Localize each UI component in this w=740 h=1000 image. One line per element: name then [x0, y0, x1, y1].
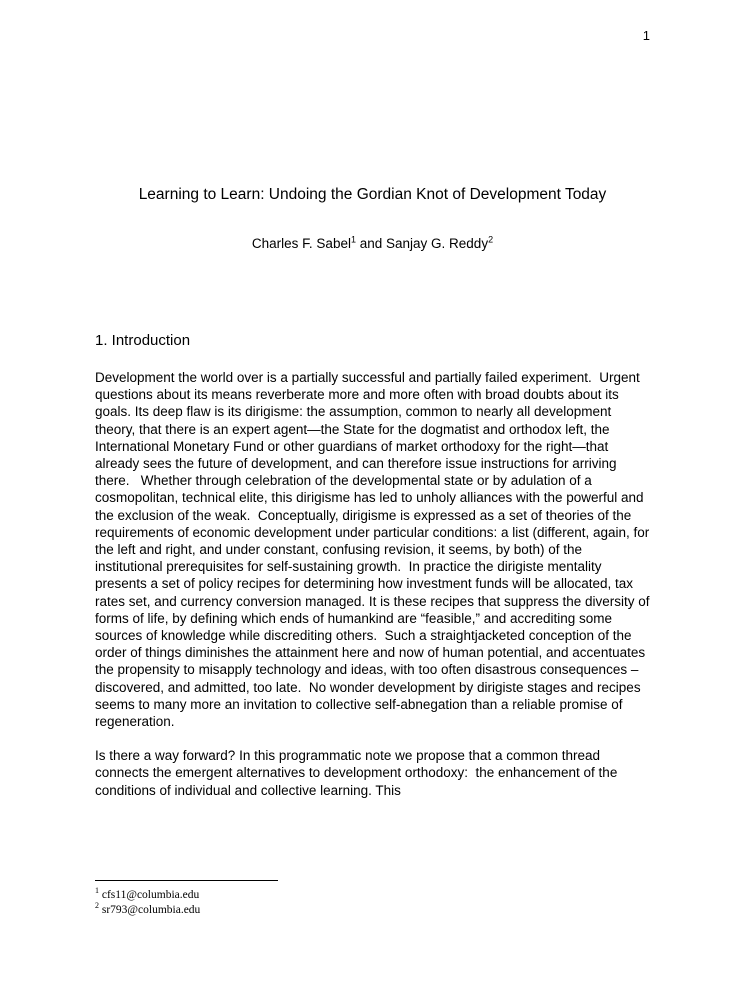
author-connector: and: [355, 236, 387, 251]
author-1-footnote-ref: 1: [350, 234, 356, 245]
author-2-name: Sanjay G. Reddy: [386, 236, 489, 251]
body-paragraph-1: Development the world over is a partially successful and partially failed experiment. Urgent questions about its means reverberate more and more often with broad doubts about its goals. Its deep flaw is its dirigisme: the assumption, common to nearly all development theory, that there is an expert agent—the State for the dogmatist and orthodox left, the International Monetary Fund or other guardians of market orthodoxy for the right—that already sees the future of development, and can therefore issue instructions for arriving there. Whether through celebration of the developmental state or by adulation of a cosmopolitan, technical elite, this dirigisme has led to unholy alliances with the powerful and the exclusion of the weak. Conceptually, dirigisme is expressed as a set of theories of the requirements of economic development under particular conditions: a list (different, again, for the left and right, and under constant, confusing revision, it seems, by both) of the institutional prerequisites for self-sustaining growth. In practice the dirigiste mentality presents a set of policy recipes for determining how investment funds will be allocated, tax rates set, and currency conversion managed. It is these recipes that suppress the diversity of forms of life, by defining which ends of humankind are “feasible,” and accrediting some sources of knowledge while discrediting others. Such a straightjacketed conception of the order of things diminishes the attainment here and now of human potential, and accentuates the propensity to misapply technology and ideas, with too often disastrous consequences – discovered, and admitted, too late. No wonder development by dirigiste stages and recipes seems to many more an invitation to collective self-abnegation than a reliable promise of regeneration.: [95, 370, 654, 730]
author-1-name: Charles F. Sabel: [251, 236, 351, 251]
footnote-2: [95, 903, 650, 918]
author-line: [95, 235, 650, 252]
footnote-separator: [95, 880, 278, 881]
footnote-1-marker: 1: [95, 886, 99, 896]
author-2-footnote-ref: 2: [488, 234, 494, 245]
footnote-1: [95, 888, 650, 903]
section-heading-introduction: 1. Introduction: [95, 332, 191, 349]
page-number: 1: [642, 28, 650, 43]
footnote-1-text: cfs11@columbia.edu: [101, 889, 200, 901]
footnote-2-text: sr793@columbia.edu: [101, 904, 201, 916]
paper-title: Learning to Learn: Undoing the Gordian Knot of Development Today: [138, 186, 607, 203]
footnote-area: [95, 880, 650, 918]
footnote-2-marker: 2: [95, 901, 99, 911]
body-paragraph-2: Is there a way forward? In this programmatic note we propose that a common thread connects the emergent alternatives to development orthodoxy: the enhancement of the conditions of individual and collective learning. This: [95, 748, 622, 798]
